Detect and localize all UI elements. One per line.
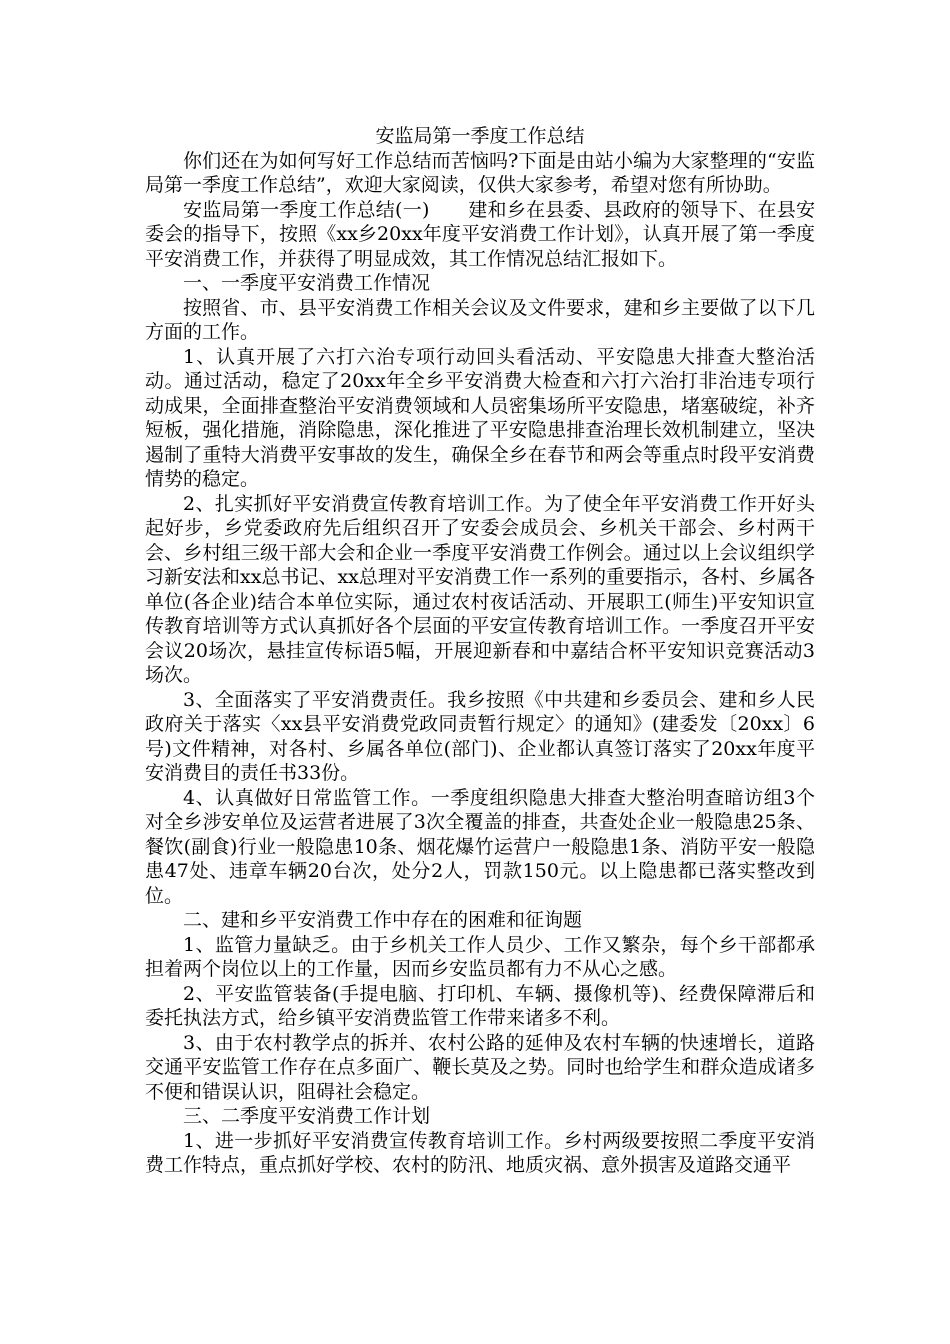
body-paragraph: 3、由于农村教学点的拆并、农村公路的延伸及农村车辆的快速增长，道路交通平安监管工作存在点多面广、鞭长莫及之势。同时也给学生和群众造成诸多不便和错误认识，阻碍社会稳定。 — [145, 1031, 815, 1103]
body-paragraph: 2、扎实抓好平安消费宣传教育培训工作。为了使全年平安消费工作开好头起好步，乡党委政府先后组织召开了安委会成员会、乡机关干部会、乡村两干会、乡村组三级干部大会和企业一季度平安消费工作例会。通过以上会议组织学习新安法和xx总书记、xx总理对平安消费工作一系列的重要指示，各村、乡属各单位(各企业)结合本单位实际，通过农村夜话活动、开展职工(师生)平安知识宣传教育培训等方式认真抓好各个层面的平安宣传教育培训工作。一季度召开平安会议20场次，悬挂宣传标语5幅，开展迎新春和中嘉结合杯平安知识竞赛活动3场次。 — [145, 492, 815, 686]
document-page — [145, 124, 815, 1178]
body-paragraph: 4、认真做好日常监管工作。一季度组织隐患大排查大整治明查暗访组3个对全乡涉安单位及运营者进展了3次全覆盖的排查，共查处企业一般隐患25条、餐饮(副食)行业一般隐患10条、烟花爆竹运营户一般隐患1条、消防平安一般隐患47处、违章车辆20台次，处分2人，罚款150元。以上隐患都已落实整改到位。 — [145, 786, 815, 907]
body-paragraph: 按照省、市、县平安消费工作相关会议及文件要求，建和乡主要做了以下几方面的工作。 — [145, 296, 815, 343]
body-paragraph: 1、进一步抓好平安消费宣传教育培训工作。乡村两级要按照二季度平安消费工作特点，重点抓好学校、农村的防汛、地质灾祸、意外损害及道路交通平 — [145, 1129, 815, 1176]
section-heading-3: 三、二季度平安消费工作计划 — [183, 1105, 431, 1127]
body-paragraph: 2、平安监管装备(手提电脑、打印机、车辆、摄像机等)、经费保障滞后和委托执法方式，给乡镇平安消费监管工作带来诸多不利。 — [145, 982, 815, 1029]
summary-opening-paragraph: 安监局第一季度工作总结(一) 建和乡在县委、县政府的领导下、在县安委会的指导下，按照《xx乡20xx年度平安消费工作计划》，认真开展了第一季度平安消费工作，并获得了明显成效，其工作情况总结汇报如下。 — [145, 198, 815, 270]
body-paragraph: 1、认真开展了六打六治专项行动回头看活动、平安隐患大排查大整治活动。通过活动，稳定了20xx年全乡平安消费大检查和六打六治打非治违专项行动成果，全面排查整治平安消费领域和人员密集场所平安隐患，堵塞破绽，补齐短板，强化措施，消除隐患，深化推进了平安隐患排查治理长效机制建立，坚决遏制了重特大消费平安事故的发生，确保全乡在春节和两会等重点时段平安消费情势的稳定。 — [145, 345, 815, 490]
section-heading-1: 一、一季度平安消费工作情况 — [183, 272, 431, 294]
body-paragraph: 3、全面落实了平安消费责任。我乡按照《中共建和乡委员会、建和乡人民政府关于落实〈xx县平安消费党政同责暂行规定〉的通知》(建委发〔20xx〕6号)文件精神，对各村、乡属各单位(部门)、企业都认真签订落实了20xx年度平安消费目的责任书33份。 — [145, 688, 815, 784]
section-heading-2: 二、建和乡平安消费工作中存在的困难和征询题 — [183, 909, 583, 931]
body-paragraph: 1、监管力量缺乏。由于乡机关工作人员少、工作又繁杂，每个乡干部都承担着两个岗位以上的工作量，因而乡安监员都有力不从心之感。 — [145, 933, 815, 980]
document-title: 安监局第一季度工作总结 — [375, 125, 585, 147]
intro-paragraph: 你们还在为如何写好工作总结而苦恼吗?下面是由站小编为大家整理的“安监局第一季度工作总结”，欢迎大家阅读，仅供大家参考，希望对您有所协助。 — [145, 149, 815, 196]
